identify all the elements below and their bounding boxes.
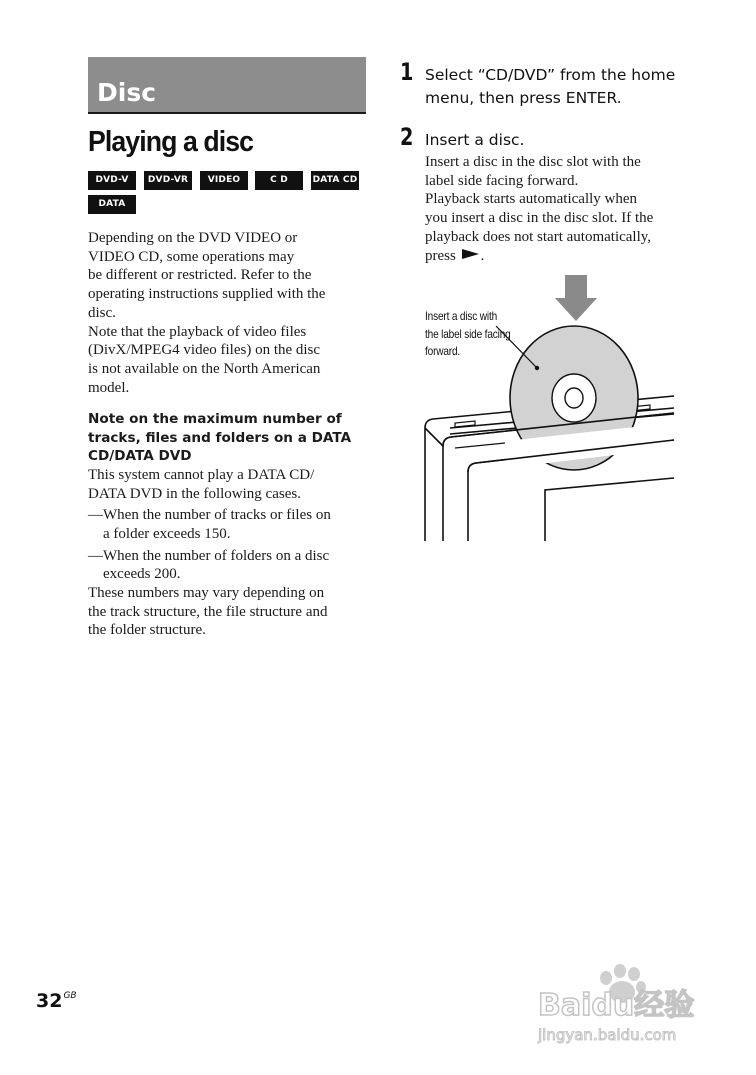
- badge-dvd-v: DVD-V: [88, 171, 136, 190]
- callout-dot: [535, 366, 539, 370]
- step-1-line: Select “CD/DVD” from the home: [425, 66, 676, 84]
- callout-line: the label side facing: [425, 326, 511, 341]
- note-outro-line: the folder structure.: [88, 622, 206, 639]
- list-item: [88, 547, 363, 584]
- note-intro-line: DATA DVD in the following cases.: [88, 485, 301, 502]
- press-word: press: [425, 247, 456, 264]
- page-number: [36, 990, 77, 1012]
- badge-dvd-vr: DVD-VR: [144, 171, 192, 190]
- note-heading: [88, 410, 363, 466]
- intro-line: (DivX/MPEG4 video files) on the disc: [88, 342, 321, 359]
- badge-video-cd: VIDEO CD: [200, 171, 248, 190]
- step-2-number: 2: [400, 123, 414, 151]
- note-heading-line: tracks, files and folders on a DATA: [88, 429, 352, 446]
- intro-line: model.: [88, 379, 130, 396]
- step-2-body-line: Insert a disc in the disc slot with the: [425, 154, 641, 170]
- intro-paragraph: [88, 229, 363, 397]
- note-heading-line: CD/DATA DVD: [88, 448, 192, 465]
- intro-line: VIDEO CD, some operations may: [88, 248, 295, 265]
- note-intro: [88, 466, 363, 503]
- note-intro-line: This system cannot play a DATA CD/: [88, 466, 315, 483]
- callout-line: Insert a disc with: [425, 309, 498, 323]
- page-title: Playing a disc: [88, 126, 254, 158]
- dash-bullet: —: [88, 507, 103, 524]
- intro-line: is not available on the North American: [88, 360, 321, 377]
- page-number-value: 32: [36, 990, 63, 1012]
- step-2-body-line: label side facing forward.: [425, 172, 579, 189]
- watermark-url: jingyan.baidu.com: [538, 1026, 677, 1044]
- illustration-callout: [425, 308, 526, 361]
- section-label: Disc: [97, 78, 157, 107]
- intro-line: be different or restricted. Refer to the: [88, 267, 312, 284]
- note-outro-line: These numbers may vary depending on: [88, 585, 325, 602]
- step-2-body-line: Playback starts automatically when: [425, 191, 638, 208]
- disc-hole: [565, 388, 583, 408]
- watermark-brand: Baidu经验: [538, 988, 695, 1023]
- step-2-body-line: playback does not start automatically,: [425, 228, 652, 245]
- badge-data-dvd: DATA DVD: [88, 195, 136, 214]
- baidu-watermark: [530, 960, 720, 1050]
- unit-screen: [545, 478, 674, 541]
- press-period: .: [480, 247, 485, 264]
- section-header-bar: [88, 57, 366, 114]
- play-icon: [462, 249, 479, 259]
- step-1-line: menu, then press ENTER.: [425, 89, 622, 107]
- page-number-suffix: GB: [63, 991, 77, 1001]
- badge-data-cd: DATA CD: [311, 171, 359, 190]
- intro-line: Depending on the DVD VIDEO or: [88, 230, 298, 246]
- insert-arrow-icon: [555, 275, 597, 321]
- note-outro-line: the track structure, the file structure and: [88, 603, 328, 620]
- step-1-number: 1: [400, 58, 414, 86]
- unit-edge: [425, 428, 443, 446]
- list-item-line: exceeds 200.: [103, 566, 181, 583]
- list-item-line: When the number of folders on a disc: [103, 547, 330, 564]
- front-detail: [455, 443, 505, 448]
- left-column: [88, 229, 363, 640]
- badge-cd: C D: [255, 171, 303, 190]
- step-2-text: Insert a disc.: [425, 131, 525, 149]
- intro-line: Note that the playback of video files: [88, 323, 307, 340]
- step-2-body-line: you insert a disc in the disc slot. If the: [425, 210, 654, 227]
- step-1-text: [425, 64, 675, 110]
- intro-line: operating instructions supplied with the: [88, 286, 326, 303]
- callout-line: forward.: [425, 344, 461, 358]
- dash-bullet: —: [88, 547, 103, 564]
- list-item-line: a folder exceeds 150.: [103, 525, 231, 542]
- note-outro: [88, 584, 363, 640]
- list-item-line: When the number of tracks or files on: [103, 507, 331, 524]
- list-item: [88, 506, 363, 543]
- step-2-body: [425, 153, 685, 265]
- note-heading-line: Note on the maximum number of: [88, 411, 342, 428]
- intro-line: disc.: [88, 304, 116, 321]
- step-2-press-line: [425, 247, 685, 266]
